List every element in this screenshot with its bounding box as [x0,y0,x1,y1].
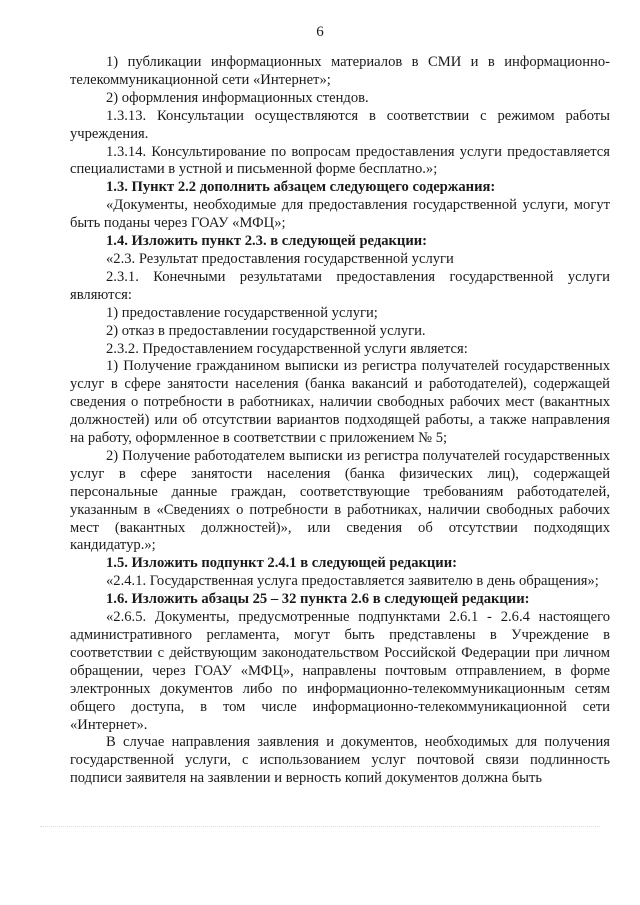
section-heading: 1.4. Изложить пункт 2.3. в следующей редакции: [106,233,428,250]
paragraph: 1) Получение гражданином выписки из регистра получателей государственных услуг в сфере занятости населения (банка вакансий и работодателей), содержащей сведения о потребности в работниках, наличии свободных рабочих мест (вакантных должностей) или об отсутствии вариантов подходящей работы, а также направления на работу, оформленное в соответствии с приложением № 5; [70,358,610,447]
scan-artifact [40,826,600,829]
paragraph: «2.6.5. Документы, предусмотренные подпунктами 2.6.1 - 2.6.4 настоящего административного регламента, могут быть представлены в Учреждение в соответствии с действующим законодательством Российской Федерации при личном обращении, через ГОАУ «МФЦ», направлены почтовым отправлением, в форме электронных документов либо по информационно-телекоммуникационным сетям общего доступа, в том числе информационно-телекоммуникационной сети «Интернет». [70,609,610,733]
paragraph: 1.3.13. Консультации осуществляются в соответствии с режимом работы учреждения. [70,107,610,142]
paragraph: 2) отказ в предоставлении государственной услуги. [106,322,426,339]
paragraph: 2) Получение работодателем выписки из регистра получателей государственных услуг в сфере занятости населения (банка физических лиц), содержащей персональные данные граждан, соответствующие требованиям работодателей, указанным в «Сведениях о потребности в работниках, наличии свободных рабочих мест (вакантных должностей)», или сведения об отсутствии подходящих кандидатур.»; [70,447,610,554]
paragraph: 2.3.1. Конечными результатами предоставления государственной услуги являются: [70,268,610,303]
paragraph: «Документы, необходимые для предоставления государственной услуги, могут быть поданы через ГОАУ «МФЦ»; [70,197,610,232]
paragraph: 1) публикации информационных материалов в СМИ и в информационно-телекоммуникационной сети «Интернет»; [70,54,610,88]
paragraph: В случае направления заявления и документов, необходимых для получения государственной услуги, с использованием услуг почтовой связи подлинность подписи заявителя на заявлении и верность копий документов должна быть [70,734,610,787]
paragraph: 1) предоставление государственной услуги; [106,304,378,321]
page-number: 6 [316,24,324,40]
paragraph: 1.3.14. Консультирование по вопросам предоставления услуги предоставляется специалистами в устной и письменной форме бесплатно.»; [70,143,610,178]
section-heading: 1.6. Изложить абзацы 25 – 32 пункта 2.6 в следующей редакции: [106,591,530,608]
paragraph: «2.3. Результат предоставления государственной услуги [106,250,454,267]
section-heading: 1.3. Пункт 2.2 дополнить абзацем следующего содержания: [106,179,496,196]
document-body [70,54,610,788]
paragraph: «2.4.1. Государственная услуга предоставляется заявителю в день обращения»; [106,573,599,590]
paragraph: 2) оформления информационных стендов. [106,89,369,106]
paragraph: 2.3.2. Предоставлением государственной услуги является: [106,340,468,357]
section-heading: 1.5. Изложить подпункт 2.4.1 в следующей редакции: [106,555,457,572]
